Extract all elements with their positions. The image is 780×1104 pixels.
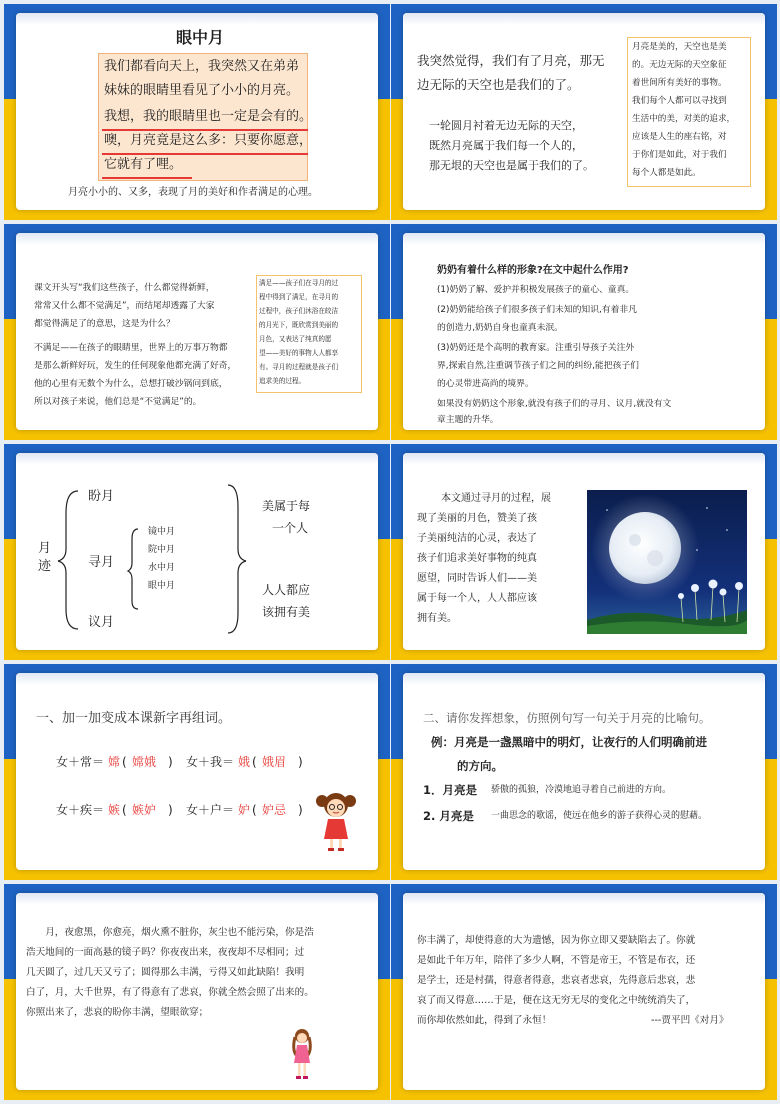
slide-5[interactable] bbox=[4, 444, 390, 660]
note-line: 月色，又表达了纯真的愿 bbox=[259, 335, 332, 343]
right-label: 人人都应 bbox=[262, 583, 311, 597]
text-line: 既然月亮属于我们每一个人的， bbox=[429, 139, 583, 152]
right-label: 美属于每 bbox=[262, 499, 311, 513]
text-line: 本文通过寻月的过程，展 bbox=[441, 493, 551, 504]
answer-prefix: 2. 月亮是 bbox=[423, 809, 474, 823]
note-line: 程中得到了满足，在寻月的 bbox=[259, 293, 339, 301]
slide-card bbox=[16, 233, 378, 430]
source-credit: ---贾平凹《对月》 bbox=[651, 1015, 729, 1026]
moon-night-image bbox=[587, 490, 747, 634]
slide-card bbox=[16, 13, 378, 210]
answer-word: 嫦娥 bbox=[132, 755, 157, 769]
text-line: 边无际的天空也是我们的了。 bbox=[417, 77, 580, 92]
text-line: 白了，月，大千世界，有了得意有了悲哀，你就全然会照了出来的。 bbox=[26, 987, 314, 998]
note-line: 的。无边无际的天空象征 bbox=[632, 60, 727, 70]
slide-6[interactable] bbox=[391, 444, 777, 660]
sub-label: 眼中月 bbox=[148, 581, 176, 591]
slide-card bbox=[403, 453, 765, 650]
text-line: 我想，我的眼睛里也一定是会有的。 bbox=[104, 109, 313, 124]
exercise-title: 二、请你发挥想象，仿照例句写一句关于月亮的比喻句。 bbox=[423, 711, 711, 725]
text-line: 章主题的升华。 bbox=[437, 415, 499, 425]
slide-card bbox=[16, 893, 378, 1090]
note-line: 的月光下，既欣赏到美丽的 bbox=[259, 321, 339, 329]
note-line: 有。寻月的过程就是孩子们 bbox=[259, 363, 339, 371]
paren-close: ) bbox=[298, 803, 303, 817]
note-line: 月亮是美的，天空也是美 bbox=[632, 42, 727, 52]
note-line: 着世间所有美好的事物。 bbox=[632, 78, 727, 88]
text-line: 都觉得满足了的意思，这是为什么？ bbox=[34, 319, 175, 329]
example-line: 的方向。 bbox=[457, 759, 503, 773]
text-line: 那无垠的天空也是属于我们的了。 bbox=[429, 159, 594, 172]
text-line: 孩子们追求美好事物的纯真 bbox=[417, 553, 537, 564]
text-line: 属于每一个人，人人都应该 bbox=[417, 593, 537, 604]
text-line: 他的心里有无数个为什么，总想打破沙锅问到底， bbox=[34, 379, 228, 389]
paren-close: ) bbox=[298, 755, 303, 769]
note-line: 我们每个人都可以寻找到 bbox=[632, 96, 727, 106]
right-label: 该拥有美 bbox=[262, 605, 311, 619]
answer-char: 嫦 bbox=[108, 755, 121, 769]
paren-open: ( bbox=[252, 755, 257, 769]
text-line: (2)奶奶能给孩子们很多孩子们未知的知识,有着非凡 bbox=[437, 305, 637, 315]
text-line: 所以对孩子来说，他们总是“不觉满足”的。 bbox=[34, 397, 202, 407]
answer-word: 娥眉 bbox=[262, 755, 287, 769]
slide-card bbox=[403, 233, 765, 430]
text-line: 而你却依然如此，得到了永恒！ bbox=[417, 1015, 552, 1026]
slide-card bbox=[403, 673, 765, 870]
text-line: 几天圆了，过几天又亏了；圆得那么丰满，亏得又如此缺陷！我明 bbox=[26, 967, 305, 978]
text-line: 是学士，还是村孺，得意者得意，悲哀者悲哀，先得意后悲哀，悲 bbox=[417, 975, 696, 986]
answer-text: 骄傲的孤狼，冷漠地追寻着自己前进的方向。 bbox=[491, 785, 672, 795]
question-line: 奶奶有着什么样的形象?在文中起什么作用? bbox=[437, 265, 629, 276]
text-line: 我们都看向天上，我突然又在弟弟 bbox=[104, 59, 300, 74]
text-line: 不满足——在孩子的眼睛里，世界上的万事万物都 bbox=[34, 343, 228, 353]
expr-text: 女＋我＝ bbox=[186, 755, 235, 769]
paren-close: ) bbox=[168, 803, 173, 817]
text-line: 拥有美。 bbox=[417, 613, 457, 624]
text-line: 你照出来了，悲哀的盼你丰满，望眼欲穿； bbox=[26, 1007, 209, 1018]
text-line: 妹妹的眼睛里看见了小小的月亮。 bbox=[104, 83, 300, 98]
slide-title: 眼中月 bbox=[176, 28, 225, 47]
right-label: 一个人 bbox=[272, 521, 309, 535]
text-line: 哀了而又得意……于是，便在这无穷无尽的变化之中统统消失了， bbox=[417, 995, 696, 1006]
paren-open: ( bbox=[252, 803, 257, 817]
answer-word: 嫉妒 bbox=[132, 803, 157, 817]
root-label: 月 bbox=[38, 541, 52, 556]
example-line: 例：月亮是一盏黑暗中的明灯，让夜行的人们明确前进 bbox=[431, 735, 707, 749]
text-line: 月，夜愈黑，你愈亮，烟火熏不脏你，灰尘也不能污染，你是浩 bbox=[45, 927, 314, 938]
paren-close: ) bbox=[168, 755, 173, 769]
answer-prefix: 1．月亮是 bbox=[423, 783, 478, 797]
slide-2[interactable] bbox=[391, 4, 777, 220]
slide-card bbox=[16, 453, 378, 650]
paren-open: ( bbox=[122, 755, 127, 769]
sub-label: 镜中月 bbox=[148, 527, 176, 537]
note-line: 满足——孩子们在寻月的过 bbox=[259, 279, 339, 287]
note-line: 每个人都是如此。 bbox=[632, 168, 701, 178]
slide-card bbox=[403, 893, 765, 1090]
brace-diagram bbox=[16, 453, 378, 650]
root-label: 迹 bbox=[38, 559, 52, 574]
text-line: 的心灵带进高尚的境界。 bbox=[437, 379, 534, 389]
answer-word: 妒忌 bbox=[262, 803, 287, 817]
text-line: (3)奶奶还是个高明的教育家。注重引导孩子关注外 bbox=[437, 343, 635, 353]
slide-3[interactable] bbox=[4, 224, 390, 440]
expr-text: 女＋户＝ bbox=[186, 803, 235, 817]
text-line: 你丰满了，却使得意的大为遗憾，因为你立即又要缺陷去了。你就 bbox=[417, 935, 696, 946]
exercise-title: 一、加一加变成本课新字再组词。 bbox=[36, 711, 232, 726]
note-line: 生活中的美，对美的追求， bbox=[632, 114, 736, 124]
sub-label: 院中月 bbox=[148, 545, 176, 555]
slide-card bbox=[403, 13, 765, 210]
branch-label: 寻月 bbox=[88, 555, 115, 570]
slide-10[interactable] bbox=[391, 884, 777, 1100]
text-line: 是那么新鲜好玩，发生的任何现象他都充满了好奇， bbox=[34, 361, 237, 371]
text-line: 浩天地间的一面高悬的镜子吗？你夜夜出来，夜夜却不尽相同；过 bbox=[26, 947, 305, 958]
slide-4[interactable] bbox=[391, 224, 777, 440]
caption: 月亮小小的、又多，表现了月的美好和作者满足的心理。 bbox=[68, 187, 318, 198]
answer-char: 嫉 bbox=[108, 803, 121, 817]
text-line: 现了美丽的月色，赞美了孩 bbox=[417, 513, 537, 524]
girl-cartoon-icon bbox=[314, 789, 358, 853]
underline bbox=[102, 177, 192, 179]
expr-text: 女＋常＝ bbox=[56, 755, 105, 769]
slide-1[interactable] bbox=[4, 4, 390, 220]
text-line: 愿望，同时告诉人们——美 bbox=[417, 573, 537, 584]
text-line: 如果没有奶奶这个形象,就没有孩子们的寻月、议月,就没有文 bbox=[437, 399, 672, 409]
text-line: 是如此千年万年，陪伴了多少人啊，不管是帝王，不管是布衣，还 bbox=[417, 955, 696, 966]
slide-9[interactable] bbox=[4, 884, 390, 1100]
note-line: 望——美好的事物人人都享 bbox=[259, 349, 339, 357]
answer-text: 一曲思念的歌谣，使远在他乡的游子获得心灵的慰藉。 bbox=[491, 811, 708, 821]
paren-open: ( bbox=[122, 803, 127, 817]
girl-illustration-icon bbox=[288, 1027, 316, 1083]
answer-char: 娥 bbox=[238, 755, 251, 769]
text-line: 的创造力,奶奶自身也童真未泯。 bbox=[437, 323, 563, 333]
text-line: 界,探索自然,注重调节孩子们之间的纠纷,能把孩子们 bbox=[437, 361, 639, 371]
text-line: 我突然觉得，我们有了月亮，那无 bbox=[417, 53, 605, 68]
text-line: 一轮圆月衬着无边无际的天空， bbox=[429, 119, 583, 132]
slide-8[interactable] bbox=[391, 664, 777, 880]
text-line: 课文开头写“我们这些孩子，什么都觉得新鲜， bbox=[34, 283, 215, 293]
sub-label: 水中月 bbox=[148, 563, 176, 573]
slide-card bbox=[16, 673, 378, 870]
text-line: 它就有了哩。 bbox=[104, 157, 183, 172]
slide-7[interactable] bbox=[4, 664, 390, 880]
branch-label: 议月 bbox=[88, 615, 115, 630]
note-line: 追求美的过程。 bbox=[259, 377, 306, 385]
branch-label: 盼月 bbox=[88, 489, 115, 504]
expr-text: 女＋疾＝ bbox=[56, 803, 105, 817]
answer-char: 妒 bbox=[238, 803, 251, 817]
note-line: 过程中，孩子们沐浴在皎洁 bbox=[259, 307, 339, 315]
text-line: 噢，月亮竟是这么多：只要你愿意， bbox=[104, 133, 313, 148]
text-line: (1)奶奶了解、爱护并积极发展孩子的童心、童真。 bbox=[437, 285, 635, 295]
note-line: 应该是人生的座右铭，对 bbox=[632, 132, 727, 142]
text-line: 常常又什么都不觉满足”，而结尾却透露了大家 bbox=[34, 301, 215, 311]
note-line: 于你们是如此，对于我们 bbox=[632, 150, 727, 160]
text-line: 子美丽纯洁的心灵，表达了 bbox=[417, 533, 537, 544]
